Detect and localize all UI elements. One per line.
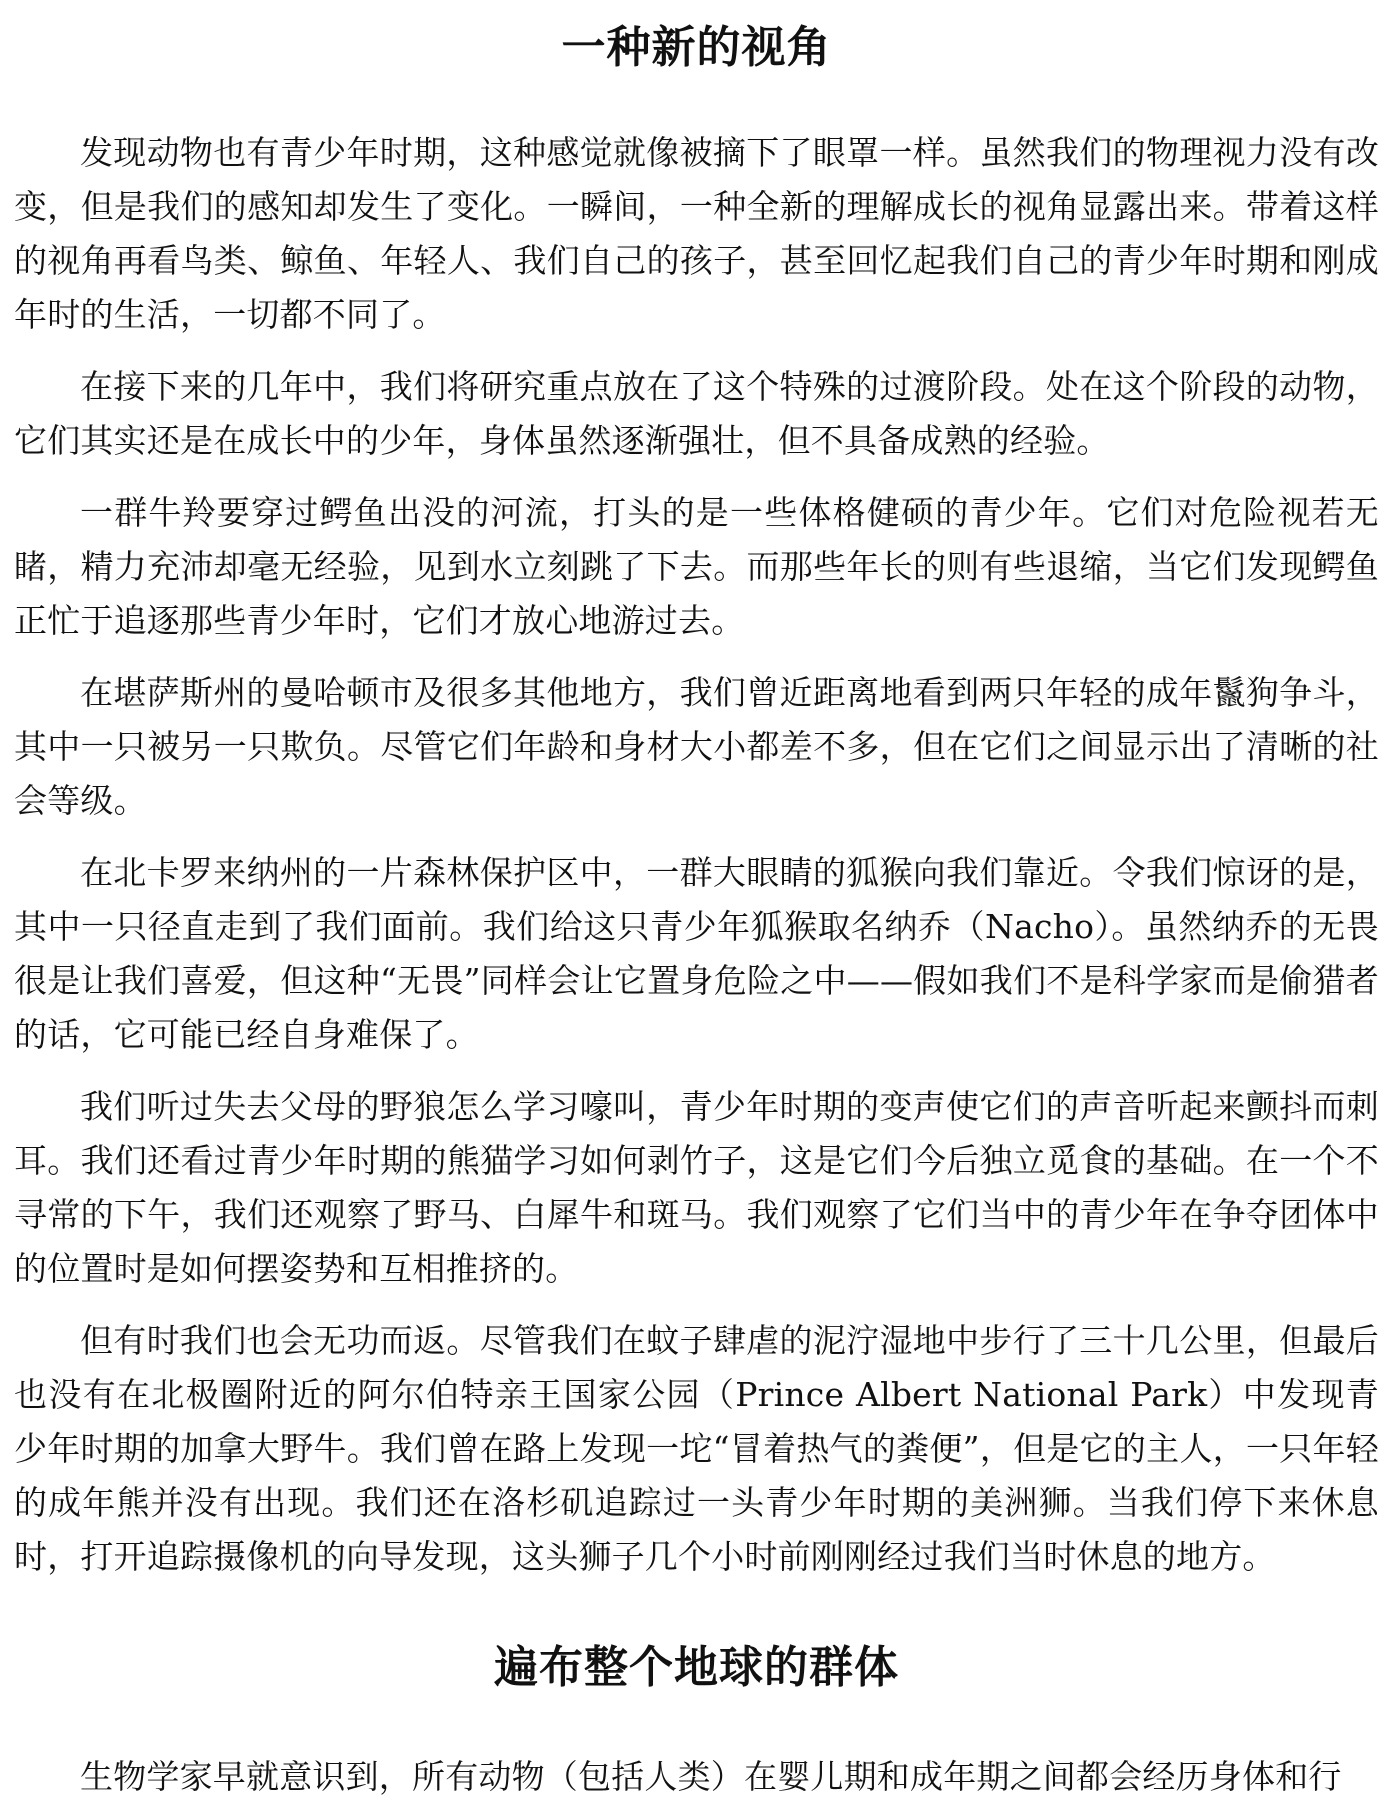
paragraph: 我们听过失去父母的野狼怎么学习嚎叫，青少年时期的变声使它们的声音听起来颤抖而刺耳。我们还看过青少年时期的熊猫学习如何剥竹子，这是它们今后独立觅食的基础。在一个不寻常的下午，我们还观察了野马、白犀牛和斑马。我们观察了它们当中的青少年在争夺团体中的位置时是如何摆姿势和互相推挤的。 <box>14 1087 1379 1288</box>
paragraph: 生物学家早就意识到，所有动物（包括人类）在婴儿期和成年期之间都会经历身体和行 <box>80 1757 1342 1796</box>
paragraph: 在北卡罗来纳州的一片森林保护区中，一群大眼睛的狐猴向我们靠近。令我们惊讶的是，其中一只径直走到了我们面前。我们给这只青少年狐猴取名纳乔（Nacho）。虽然纳乔的无畏很是让我们喜爱，但这种“无畏”同样会让它置身危险之中——假如我们不是科学家而是偷猎者的话，它可能已经自身难保了。 <box>14 853 1379 1054</box>
section-heading-global-group: 遍布整个地球的群体 <box>494 1642 899 1693</box>
section-body-global-group <box>14 1750 1379 1804</box>
paragraph: 在接下来的几年中，我们将研究重点放在了这个特殊的过渡阶段。处在这个阶段的动物，它们其实还是在成长中的少年，身体虽然逐渐强壮，但不具备成熟的经验。 <box>14 367 1379 460</box>
paragraph: 但有时我们也会无功而返。尽管我们在蚊子肆虐的泥泞湿地中步行了三十几公里，但最后也没有在北极圈附近的阿尔伯特亲王国家公园（Prince Albert National Park）中发现青少年时期的加拿大野牛。我们曾在路上发现一坨“冒着热气的粪便”，但是它的主人，一只年轻的成年熊并没有出现。我们还在洛杉矶追踪过一头青少年时期的美洲狮。当我们停下来休息时，打开追踪摄像机的向导发现，这头狮子几个小时前刚刚经过我们当时休息的地方。 <box>14 1321 1379 1576</box>
paragraph: 发现动物也有青少年时期，这种感觉就像被摘下了眼罩一样。虽然我们的物理视力没有改变，但是我们的感知却发生了变化。一瞬间，一种全新的理解成长的视角显露出来。带着这样的视角再看鸟类、鲸鱼、年轻人、我们自己的孩子，甚至回忆起我们自己的青少年时期和刚成年时的生活，一切都不同了。 <box>14 133 1379 334</box>
section-heading-new-perspective: 一种新的视角 <box>561 22 832 73</box>
paragraph: 在堪萨斯州的曼哈顿市及很多其他地方，我们曾近距离地看到两只年轻的成年鬣狗争斗，其中一只被另一只欺负。尽管它们年龄和身材大小都差不多，但在它们之间显示出了清晰的社会等级。 <box>14 673 1379 820</box>
section-body-new-perspective <box>14 126 1379 1584</box>
paragraph: 一群牛羚要穿过鳄鱼出没的河流，打头的是一些体格健硕的青少年。它们对危险视若无睹，精力充沛却毫无经验，见到水立刻跳了下去。而那些年长的则有些退缩，当它们发现鳄鱼正忙于追逐那些青少年时，它们才放心地游过去。 <box>14 493 1379 640</box>
